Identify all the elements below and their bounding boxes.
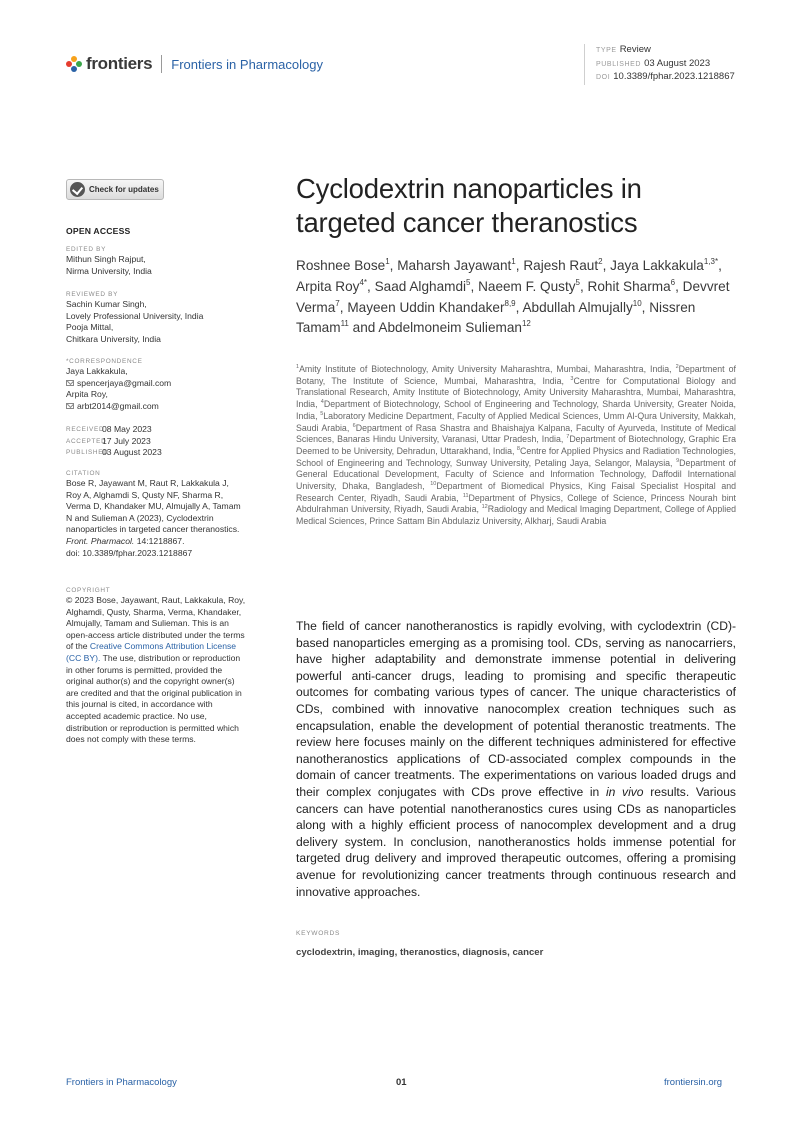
correspondence-email-2[interactable]: arbt2014@gmail.com xyxy=(77,400,159,411)
author[interactable]: Jaya Lakkakula$^{1,3*}$ xyxy=(610,257,719,273)
correspondence-block: *CORRESPONDENCE Jaya Lakkakula, spencerjaya@gmail.com Arpita Roy, arbt2014@gmail.com xyxy=(66,358,172,411)
author[interactable]: Maharsh Jayawant$^1$ xyxy=(397,257,516,273)
author[interactable]: Roshnee Bose$^1$ xyxy=(296,257,390,273)
correspondence-email-1[interactable]: spencerjaya@gmail.com xyxy=(77,377,172,388)
keywords-label: KEYWORDS xyxy=(296,930,341,937)
author[interactable]: Devvret Verma$^7$ xyxy=(296,278,730,315)
meta-type: TYPE Review xyxy=(596,44,651,55)
author[interactable]: Rajesh Raut$^2$ xyxy=(523,257,603,273)
meta-doi[interactable]: DOI 10.3389/fphar.2023.1218867 xyxy=(596,71,735,82)
open-access-label: OPEN ACCESS xyxy=(66,226,131,236)
check-updates-label: Check for updates xyxy=(89,185,159,194)
citation-doi[interactable]: doi: 10.3389/fphar.2023.1218867 xyxy=(66,547,193,558)
reviewed-by-block: REVIEWED BY Sachin Kumar Singh, Lovely Professional University, India Pooja Mittal, Chitkara University, India xyxy=(66,291,204,344)
author[interactable]: Naeem F. Qusty$^5$ xyxy=(478,277,580,294)
footer-site-link[interactable]: frontiersin.org xyxy=(664,1077,723,1088)
article-title: Cyclodextrin nanoparticles in targeted cancer theranostics xyxy=(296,173,642,238)
author[interactable]: Abdullah Almujally$^{10}$ xyxy=(522,298,642,315)
brand-name: frontiers xyxy=(86,54,153,73)
author[interactable]: Mayeen Uddin Khandaker$^{8,9}$ xyxy=(347,298,516,315)
author-list: Roshnee Bose$^1$, Maharsh Jayawant$^1$, Rajesh Raut$^2$, Jaya Lakkakula$^{1,3*}$, Arpita Roy$^{4*}$, Saad Alghamdi$^5$, Naeem F. Qusty$^5$, Rohit Sharma$^6$, Devvret Verma$^7$, Mayeen Uddin Khandaker$^{8,9}$, Abdullah Almujally$^{10}$, Nissren Tamam$^{11}$ and Abdelmoneim Sulieman$^{12}$ xyxy=(296,257,730,336)
meta-published: PUBLISHED 03 August 2023 xyxy=(596,57,711,69)
author[interactable]: Abdelmoneim Sulieman$^{12}$ xyxy=(378,319,531,336)
cc-license-link[interactable]: Creative Commons Attribution License (CC BY). xyxy=(66,641,237,663)
check-updates-button[interactable] xyxy=(66,179,164,200)
dates-block: RECEIVED 08 May 2023 ACCEPTED 17 July 2023 PUBLISHED 03 August 2023 xyxy=(66,424,162,458)
author[interactable]: Rohit Sharma$^6$ xyxy=(587,277,676,294)
keywords: cyclodextrin, imaging, theranostics, diagnosis, cancer xyxy=(296,947,544,958)
brand-divider xyxy=(161,55,162,73)
journal-brand xyxy=(66,52,323,76)
mail-icon xyxy=(66,380,74,386)
copyright-block: COPYRIGHT © 2023 Bose, Jayawant, Raut, Lakkakula, Roy, Alghamdi, Qusty, Sharma, Verma, Khandaker, Almujally, Tamam and Sulieman. This is an open-access article distributed under the terms of the Creative Commons Attribution License (CC BY). The use, distribution or reproduction in other forums is permitted, provided the original author(s) and the copyright owner(s) are credited and that the original publication in this journal is cited, in accordance with accepted academic practice. No use, distribution or reproduction is permitted which does not comply with these terms. xyxy=(66,587,246,745)
footer-journal[interactable]: Frontiers in Pharmacology xyxy=(66,1077,177,1088)
article-meta xyxy=(584,44,735,85)
mail-icon xyxy=(66,403,74,409)
frontiers-logo-icon xyxy=(66,56,82,72)
citation-block: CITATION Bose R, Jayawant M, Raut R, Lakkakula J, Roy A, Alghamdi S, Qusty NF, Sharma R, Verma D, Khandaker MU, Almujally A, Tamam N and Sulieman A (2023), Cyclodextrin nanoparticles in targeted cancer theranostics. Front. Pharmacol. 14:1218867. doi: 10.3389/fphar.2023.1218867 xyxy=(66,469,246,559)
journal-name[interactable]: Frontiers in Pharmacology xyxy=(171,56,323,72)
author[interactable]: Arpita Roy$^{4*}$ xyxy=(296,277,368,294)
citation-text: Bose R, Jayawant M, Raut R, Lakkakula J, Roy A, Alghamdi S, Qusty NF, Sharma R, Verma D, Khandaker MU, Almujally A, Tamam N and Sulieman A (2023), Cyclodextrin nanoparticles in targeted cancer theranostics. xyxy=(66,478,241,535)
abstract: The field of cancer nanotheranostics is rapidly evolving, with cyclodextrin (CD)-based nanoparticles emerging as a promising tool. CDs, serving as nanocarriers, have higher adaptability and demonstrate immense potential in delivering powerful anti-cancer drugs, leading to promising and specific therapeutic outcomes for combating various types of cancer. The unique characteristics of CDs, combined with innovative nanocomplex creation techniques such as encapsulation, enable the development of potential theranostic treatments. The review here focuses mainly on the different techniques administered for effective nanotheranostics applications of CD-associated complex compounds in the domain of cancer treatments. The experimentations on various loaded drugs and their complex conjugates with CDs prove effective in in vivo results. Various cancers can have potential nanotheranostics cures using CDs as nanoparticles along with a highly efficient process of nanocomplex development and a drug delivery system. In conclusion, nanotheranostics holds immense potential for targeted drug delivery and improved therapeutic outcomes, offering a promising avenue for revolutionizing cancer treatments through continuous research and innovative approaches. xyxy=(296,619,736,899)
page-number: 01 xyxy=(396,1077,407,1088)
author[interactable]: Saad Alghamdi$^5$ xyxy=(374,277,471,294)
author[interactable]: Nissren Tamam$^{11}$ xyxy=(296,299,696,336)
check-updates-icon xyxy=(70,182,85,197)
affiliations: $^1$Amity Institute of Biotechnology, Amity University Maharashtra, Mumbai, Maharashtra, India, $^2$Department of Botany, The Institute of Science, Mumbai, Maharashtra, India, $^3$Centre for Computational Biology and Translational Research, Amity Institute of Biotechnology, Amity University Maharashtra, Mumbai, Maharashtra, India, $^4$Department of Biotechnology, School of Engineering and Technology, Sharda University, Greater Noida, India, $^5$Laboratory Medicine Department, Faculty of Applied Medical Sciences, Umm Al-Qura University, Makkah, Saudi Arabia, $^6$Department of Rasa Shastra and Bhaishajya Kalpana, Faculty of Ayurveda, Institute of Medical Sciences, Banaras Hindu University, Varanasi, Uttar Pradesh, India, $^7$Department of Biotechnology, Graphic Era Deemed to be University, Dehradun, Uttarakhand, India, $^8$Centre for Applied Physics and Radiation Technologies, School of Engineering and Technology, Sunway University, Petaling Jaya, Selangor, Malaysia, $^9$Department of General Educational Development, Faculty of Science and Information Technology, Daffodil International University, Dhaka, Bangladesh, $^{10}$Department of Biomedical Physics, King Faisal Specialist Hospital and Research Center, Riyadh, Saudi Arabia, $^{11}$Department of Physics, College of Science, Princess Nourah bint Abdulrahman University, Riyadh, Saudi Arabia, $^{12}$Radiology and Medical Imaging Department, College of Applied Medical Sciences, Prince Sattam Bin Abdulaziz University, Alkharj, Saudi Arabia xyxy=(296,364,737,527)
edited-by-block: EDITED BY Mithun Singh Rajput, Nirma University, India xyxy=(66,246,152,276)
